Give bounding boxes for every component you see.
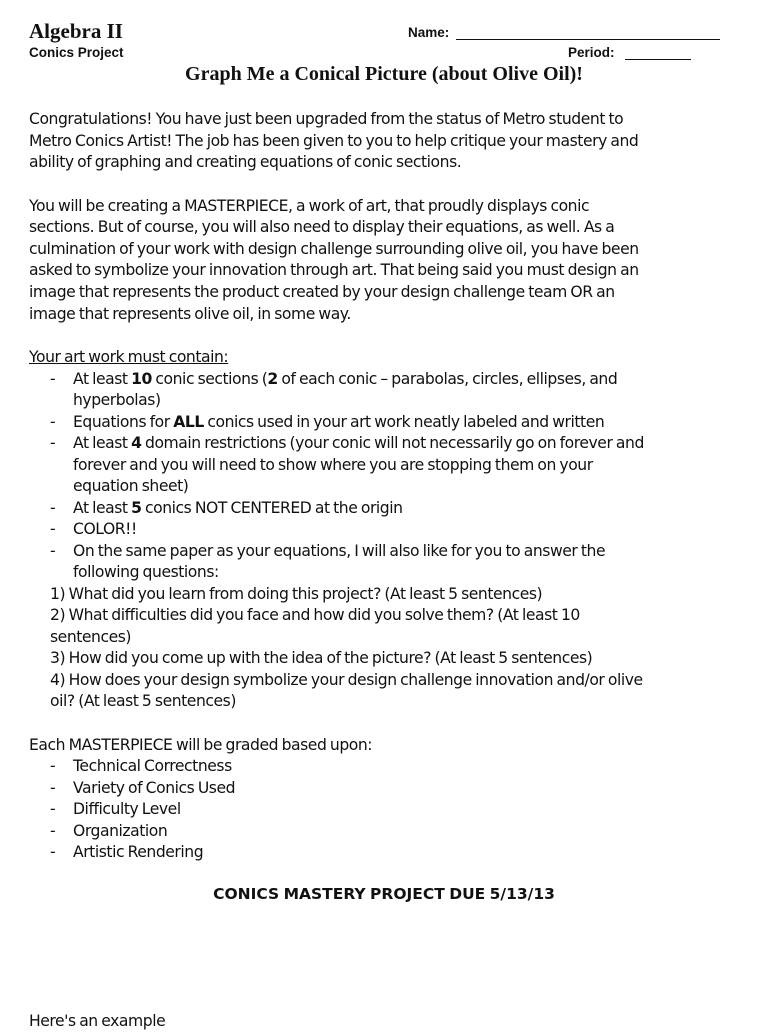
list-dash: - [50, 822, 56, 840]
requirement-continuation: forever and you will need to show where you are stopping them on your [73, 456, 593, 474]
name-blank-line [456, 39, 720, 40]
page-title: Graph Me a Conical Picture (about Olive Oil)! [185, 63, 583, 85]
grading-criterion: Technical Correctness [73, 757, 232, 775]
requirement-continuation: hyperbolas) [73, 391, 161, 409]
masterpiece-line: asked to symbolize your innovation through art. That being said you must design an [29, 261, 639, 279]
list-dash: - [50, 413, 56, 431]
list-dash: - [50, 800, 56, 818]
masterpiece-line: image that represents the product created by your design challenge team OR an [29, 283, 615, 301]
list-dash: - [50, 434, 56, 452]
requirement-continuation: following questions: [73, 563, 219, 581]
grading-criterion: Difficulty Level [73, 800, 181, 818]
requirement-text: Equations for ALL conics used in your art work neatly labeled and written [73, 413, 605, 431]
list-dash: - [50, 520, 56, 538]
list-dash: - [50, 370, 56, 388]
course-title: Algebra II [29, 19, 123, 43]
grading-criterion: Artistic Rendering [73, 843, 204, 861]
intro-line: ability of graphing and creating equations of conic sections. [29, 153, 462, 171]
list-dash: - [50, 779, 56, 797]
intro-line: Metro Conics Artist! The job has been given to you to help critique your mastery and [29, 132, 639, 150]
list-dash: - [50, 843, 56, 861]
requirement-text: At least 4 domain restrictions (your conic will not necessarily go on forever and [73, 434, 644, 452]
grading-heading: Each MASTERPIECE will be graded based upon: [29, 736, 373, 754]
intro-line: Congratulations! You have just been upgraded from the status of Metro student to [29, 110, 624, 128]
question-line: 2) What difficulties did you face and how did you solve them? (At least 10 [50, 606, 580, 624]
list-dash: - [50, 757, 56, 775]
grading-criterion: Organization [73, 822, 168, 840]
due-date-line: CONICS MASTERY PROJECT DUE 5/13/13 [213, 885, 555, 903]
project-name: Conics Project [29, 45, 124, 60]
question-line: oil? (At least 5 sentences) [50, 692, 236, 710]
name-label: Name: [408, 25, 450, 40]
question-line: 1) What did you learn from doing this project? (At least 5 sentences) [50, 585, 543, 603]
question-line: 3) How did you come up with the idea of the picture? (At least 5 sentences) [50, 649, 593, 667]
period-label: Period: [568, 45, 615, 60]
period-blank-line [625, 59, 691, 60]
example-line: Here's an example [29, 1012, 166, 1030]
masterpiece-line: sections. But of course, you will also need to display their equations, as well. As a [29, 218, 615, 236]
requirement-text: At least 10 conic sections (2 of each conic – parabolas, circles, ellipses, and [73, 370, 618, 388]
list-dash: - [50, 499, 56, 517]
list-dash: - [50, 542, 56, 560]
masterpiece-line: You will be creating a MASTERPIECE, a work of art, that proudly displays conic [29, 197, 590, 215]
requirement-text: On the same paper as your equations, I will also like for you to answer the [73, 542, 606, 560]
grading-criterion: Variety of Conics Used [73, 779, 236, 797]
masterpiece-line: culmination of your work with design challenge surrounding olive oil, you have been [29, 240, 639, 258]
masterpiece-line: image that represents olive oil, in some way. [29, 305, 351, 323]
requirement-text: At least 5 conics NOT CENTERED at the origin [73, 499, 403, 517]
requirements-heading: Your art work must contain: [29, 348, 229, 366]
requirement-continuation: equation sheet) [73, 477, 189, 495]
requirement-text: COLOR!! [73, 520, 137, 538]
question-line: sentences) [50, 628, 132, 646]
question-line: 4) How does your design symbolize your design challenge innovation and/or olive [50, 671, 643, 689]
